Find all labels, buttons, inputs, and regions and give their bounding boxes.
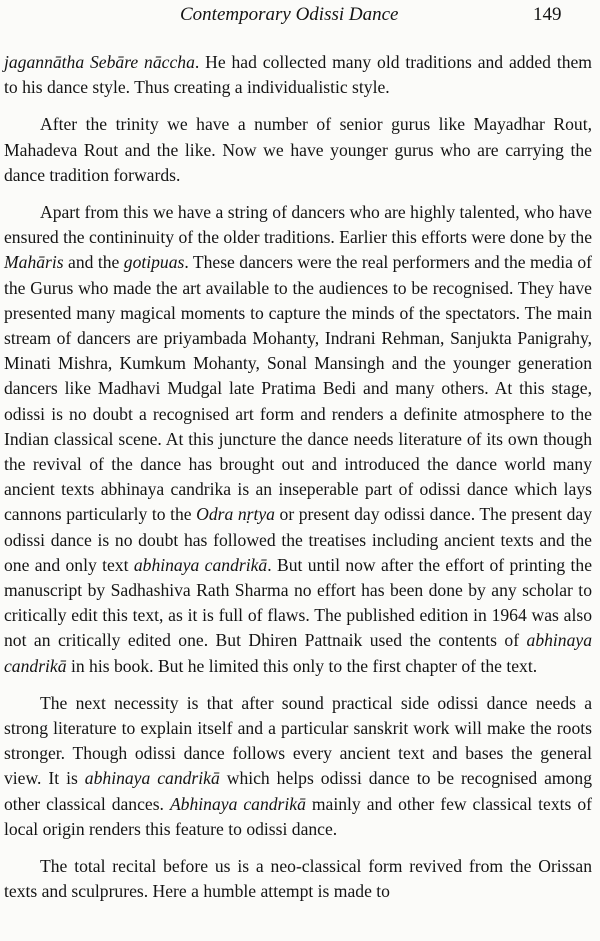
page-number: 149	[533, 4, 562, 25]
paragraph-3	[4, 200, 592, 679]
text-span: The next necessity is that after sound practical side odissi dance needs a strong literature to explain itself and a particular sanskrit work will make the roots stronger. Though odissi dance follows every ancient text and bases the general view. It is	[4, 692, 592, 789]
text-span: mainly and other few classical texts of local origin renders this feature to odissi dance.	[4, 793, 592, 839]
text-span: The total recital before us is a neo-classical form revived from the Orissan texts and sculprures. Here a humble attempt is made to	[4, 856, 592, 902]
text-span: . These dancers were the real performers and the media of the Gurus who made the art available to the audiences to be recognised. They have presented many magical moments to capture the minds of the spectators. The main stream of dancers are priyambada Mohanty, Indrani Rehman, Sanjukta Panigrahy, Minati Mishra, Kumkum Mohanty, Sonal Mansingh and the younger generation dancers like Madhavi Mudgal late Pratima Bedi and many others. At this stage, odissi is no doubt a recognised art form and renders a definite atmosphere to the Indian classical scene. At this juncture the dance needs literature of its own though the revival of the dance has brought out and introduced the dance world many ancient texts abhinaya candrika is an inseperable part of odissi dance which lays cannons particularly to the	[4, 252, 593, 525]
text-italic: abhinaya candrikā	[133, 554, 268, 575]
text-italic: gotipuas	[123, 252, 185, 273]
paragraph-1	[4, 50, 592, 100]
text-span: and the	[63, 252, 124, 273]
body-text	[4, 50, 592, 905]
text-italic: Mahāris	[4, 252, 64, 273]
text-italic: abhinaya candrikā	[4, 630, 592, 676]
text-italic: abhinaya candrikā	[84, 768, 220, 789]
text-span: in his book. But he limited this only to the first chapter of the text.	[66, 655, 538, 676]
text-italic: Odra nṛtya	[196, 504, 275, 525]
text-span: After the trinity we have a number of senior gurus like Mayadhar Rout, Mahadeva Rout and the like. Now we have younger gurus who are carrying the dance tradition forwards.	[4, 114, 592, 185]
text-span: . But until now after the effort of printing the manuscript by Sadhashiva Rath Sharma no effort has been done by any scholar to critically edit this text, as it is full of flaws. The published edition in 1964 was also not an critically edited one. But Dhiren Pattnaik used the contents of	[4, 554, 593, 651]
paragraph-2	[4, 112, 592, 188]
text-italic: jagannātha Sebāre nāccha	[4, 52, 195, 72]
text-span: which helps odissi dance to be recognised among other classical dances.	[4, 768, 592, 814]
text-span: . He had collected many old traditions and added them to his dance style. Thus creating a individualistic style.	[4, 52, 592, 98]
paragraph-5	[4, 854, 592, 904]
text-italic: Abhinaya candrikā	[169, 793, 306, 814]
running-header-title: Contemporary Odissi Dance	[180, 4, 399, 25]
text-span: Apart from this we have a string of dancers who are highly talented, who have ensured the contininuity of the older traditions. Earlier this efforts were done by the	[4, 202, 592, 248]
paragraph-4	[4, 691, 592, 842]
text-span: or present day odissi dance. The present day odissi dance is no doubt has followed the treatises including ancient texts and the one and only text	[4, 504, 593, 575]
